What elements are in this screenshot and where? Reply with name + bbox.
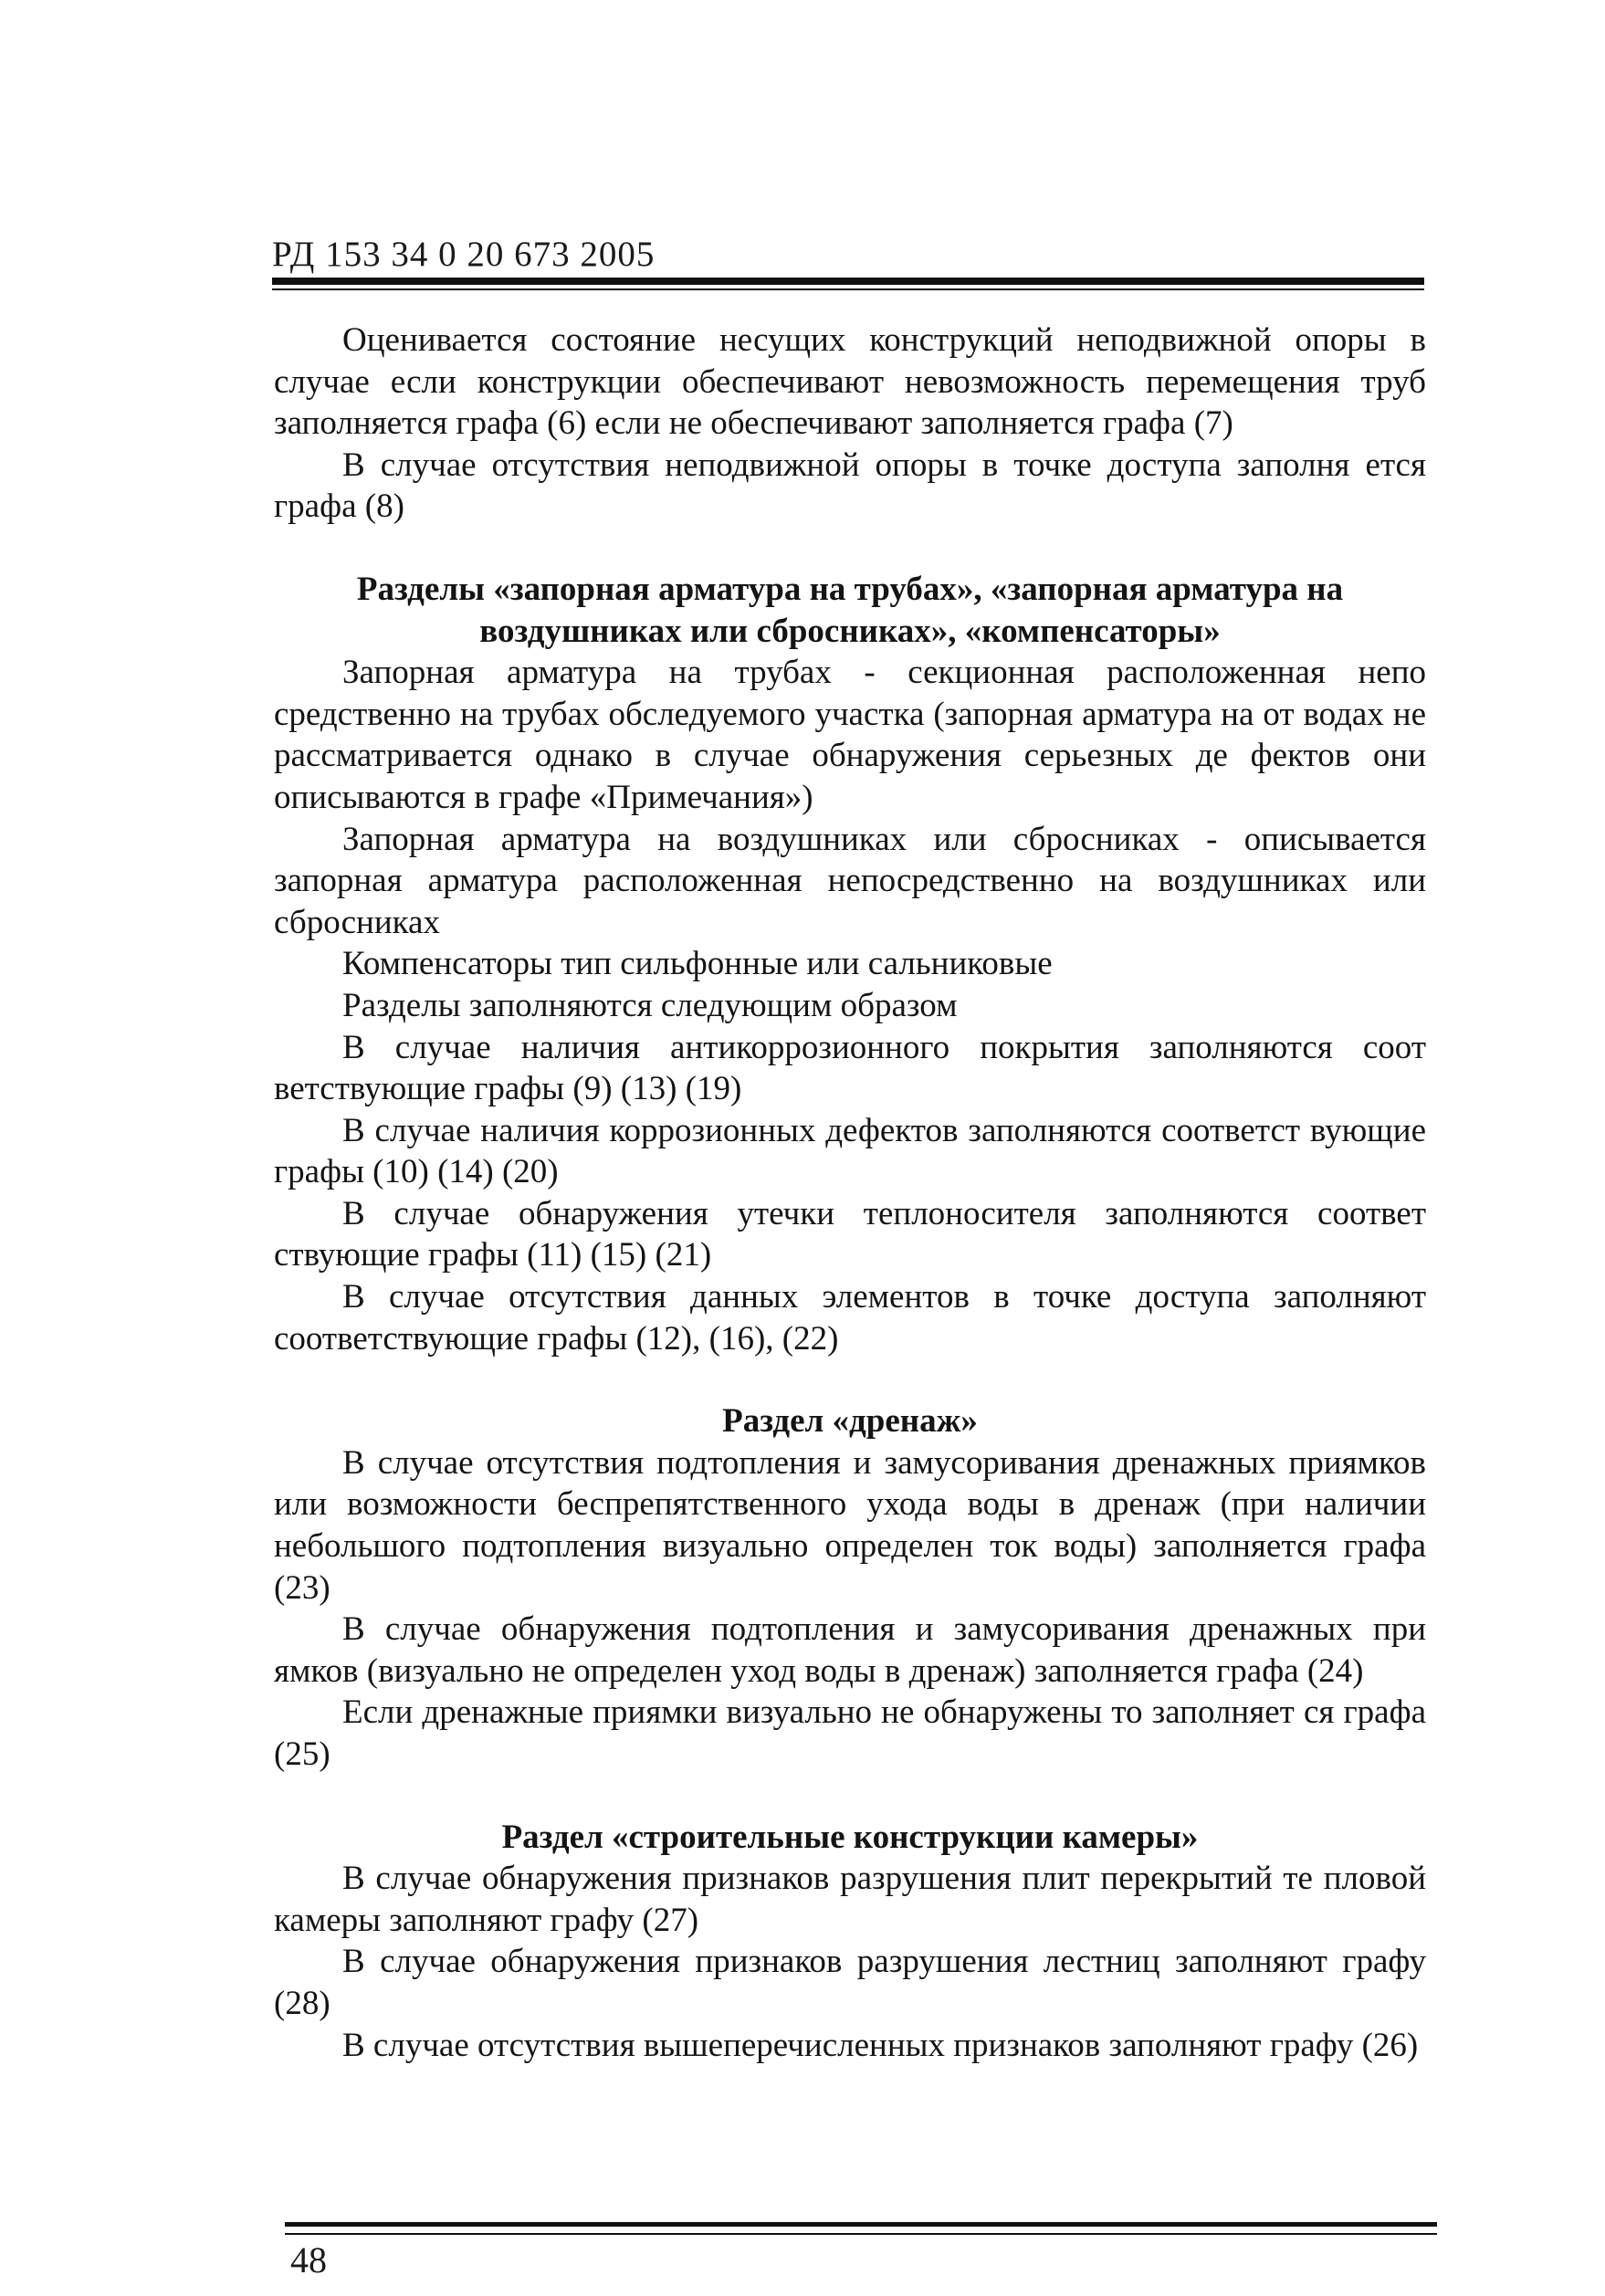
header-rule: [272, 278, 1424, 285]
paragraph: В случае обнаружения утечки теплоносителя заполняются соответ ствующие графы (11) (15) (21): [274, 1194, 1426, 1274]
paragraph: Если дренажные приямки визуально не обнаружены то заполняет ся графа (25): [274, 1693, 1426, 1773]
section-heading-valves-line1: Разделы «запорная арматура на трубах», «запорная арматура на: [356, 570, 1344, 608]
paragraph: В случае отсутствия данных элементов в точке доступа заполняют соответствующие графы (12), (16), (22): [274, 1278, 1426, 1358]
paragraph: Запорная арматура на воздушниках или сбросниках - описывается запорная арматура расположенная непосредственно на воздушниках или сбросниках: [274, 820, 1426, 941]
footer-rule: [285, 2222, 1437, 2227]
section-heading-chamber: Раздел «строительные конструкции камеры»: [501, 1818, 1199, 1856]
section-heading-drainage: Раздел «дренаж»: [722, 1402, 978, 1441]
paragraph: В случае отсутствия вышеперечисленных признаков заполняют графу (26): [342, 2026, 1419, 2064]
paragraph: В случае обнаружения признаков разрушения плит перекрытий те пловой камеры заполняют графу (27): [274, 1860, 1426, 1939]
paragraph: Запорная арматура на трубах - секционная расположенная непо средственно на трубах обследуемого участка (запорная арматура на от водах не рассматривается однако в случае обнаружения серьезных де фектов они описываются в графе «Примечания»): [274, 654, 1426, 816]
paragraph: В случае наличия коррозионных дефектов заполняются соответст вующие графы (10) (14) (20): [274, 1111, 1426, 1191]
footer-rule-thin: [285, 2233, 1437, 2235]
header-rule-thin: [272, 288, 1424, 290]
paragraph: Разделы заполняются следующим образом: [342, 986, 958, 1024]
document-code: РД 153 34 0 20 673 2005: [272, 235, 656, 274]
paragraph: В случае обнаружения признаков разрушения лестниц заполняют графу (28): [274, 1943, 1426, 2022]
section-heading-valves-line2: воздушниках или сбросниках», «компенсаторы»: [479, 612, 1221, 650]
paragraph: В случае обнаружения подтопления и замусоривания дренажных при ямков (визуально не определен уход воды в дренаж) заполняется графа (24): [274, 1610, 1426, 1690]
page-content: [274, 320, 1426, 2066]
paragraph: В случае отсутствия подтопления и замусоривания дренажных приямков или возможности беспрепятственного ухода воды в дренаж (при наличии небольшого подтопления визуально определен ток воды) заполняется графа (23): [274, 1443, 1426, 1607]
page-number: 48: [290, 2239, 327, 2280]
paragraph: Компенсаторы тип сильфонные или сальниковые: [342, 945, 1053, 983]
paragraph: В случае наличия антикоррозионного покрытия заполняются соот ветствующие графы (9) (13) (19): [274, 1028, 1426, 1108]
paragraph: Оценивается состояние несущих конструкций неподвижной опоры в случае если конструкции обеспечивают невозможность перемещения труб заполняется графа (6) если не обеспечивают заполняется графа (7): [274, 321, 1426, 443]
paragraph: В случае отсутствия неподвижной опоры в точке доступа заполня ется графа (8): [274, 446, 1426, 526]
